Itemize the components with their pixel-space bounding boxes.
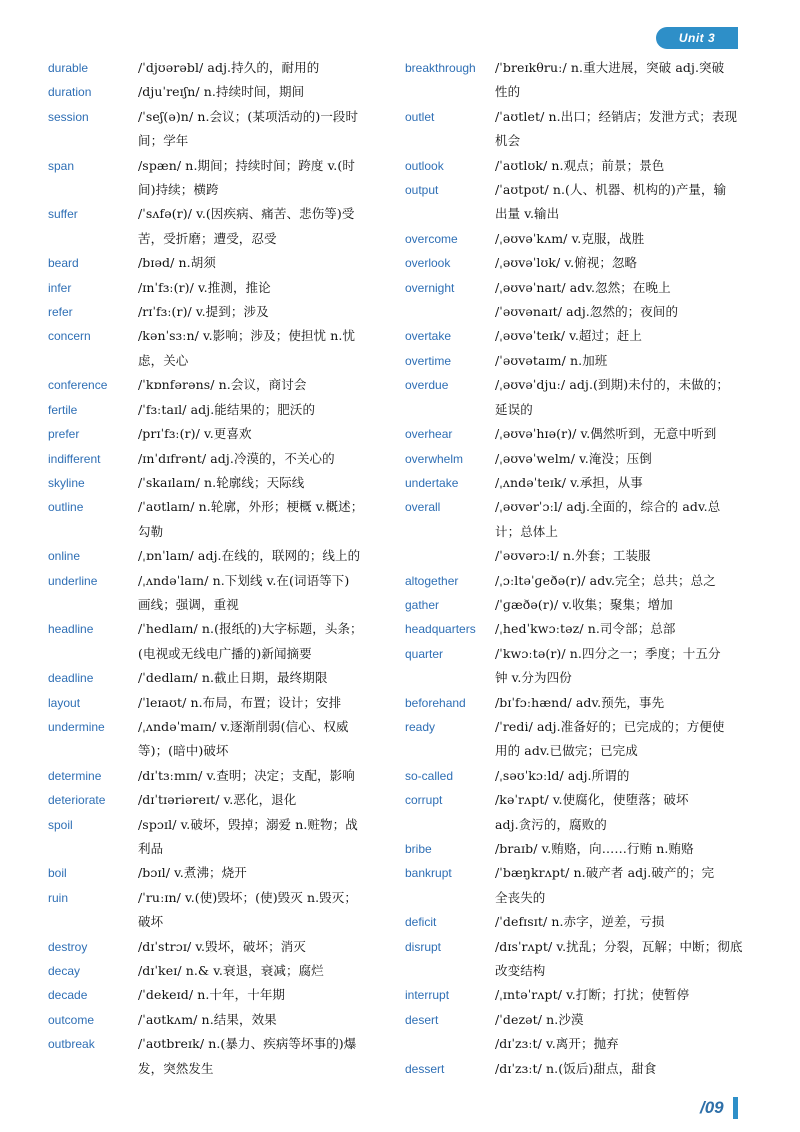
- vocab-word: breakthrough: [405, 61, 476, 75]
- vocab-entry: [405, 910, 747, 934]
- definition-line: 破坏: [138, 914, 164, 930]
- vocab-word: deadline: [48, 671, 94, 686]
- vocab-entry: [405, 1032, 747, 1056]
- definition-line: /dɪˈtɪəriəreɪt/ v.恶化，退化: [138, 792, 297, 808]
- vocab-definition: [138, 813, 388, 862]
- vocab-entry: [48, 764, 388, 788]
- vocab-entry: [405, 56, 747, 105]
- vocab-definition: [138, 764, 388, 788]
- vocab-definition: [138, 471, 388, 495]
- vocab-word: fertile: [48, 402, 78, 417]
- definition-line: 勾勒: [138, 523, 164, 539]
- vocab-word: beard: [48, 256, 79, 271]
- vocab-definition: [138, 666, 388, 690]
- vocab-definition: [138, 569, 388, 618]
- vocab-entry: [48, 715, 388, 764]
- definition-line: /bɔɪl/ v.煮沸；烧开: [138, 865, 247, 881]
- definition-line: /ˈsʌfə(r)/ v.(因疾病、痛苦、悲伤等)受: [138, 206, 355, 222]
- vocab-definition: [138, 105, 388, 154]
- definition-line: /ˌʌndəˈmaɪn/ v.逐渐削弱(信心、权威: [138, 718, 349, 734]
- vocab-entry: [405, 691, 747, 715]
- vocab-definition: [138, 617, 388, 666]
- definition-line: /ˈkɒnfərəns/ n.会议，商讨会: [138, 377, 307, 393]
- vocab-entry: [48, 788, 388, 812]
- vocab-definition: [138, 691, 388, 715]
- vocab-definition: [138, 276, 388, 300]
- right-column: [405, 56, 747, 1081]
- vocab-entry: [405, 1057, 747, 1081]
- vocab-word: outlet: [405, 109, 435, 124]
- vocab-word: overtake: [405, 329, 452, 344]
- vocab-word: overnight: [405, 280, 455, 295]
- vocab-entry: [405, 105, 747, 154]
- definition-line: /dɪsˈrʌpt/ v.扰乱；分裂，瓦解；中断；彻底: [495, 938, 743, 954]
- definition-line: /ˌəʊvəˈwelm/ v.淹没；压倒: [495, 450, 652, 466]
- vocab-word: quarter: [405, 646, 444, 661]
- definition-line: /ˈruːɪn/ v.(使)毁坏；(使)毁灭 n.毁灭；: [138, 889, 357, 905]
- vocab-definition: [138, 983, 388, 1007]
- definition-line: /ˈleɪaʊt/ n.布局，布置；设计；安排: [138, 694, 342, 710]
- definition-line: 发，突然发生: [138, 1060, 214, 1076]
- vocab-word: decade: [48, 988, 88, 1003]
- definition-line: /dɪˈzɜːt/ v.离开；抛弃: [495, 1036, 619, 1052]
- vocab-entry: [48, 983, 388, 1007]
- vocab-word: concern: [48, 329, 91, 344]
- vocab-definition: [138, 202, 388, 251]
- definition-line: 出量 v.输出: [495, 206, 560, 222]
- definition-line: /rɪˈfɜː(r)/ v.提到；涉及: [138, 304, 269, 320]
- vocab-entry: [48, 666, 388, 690]
- definition-line: /ˌəʊvərˈɔːl/ adj.全面的，综合的 adv.总: [495, 499, 721, 515]
- vocab-word: undertake: [405, 475, 459, 490]
- definition-line: /ˈdekeɪd/ n.十年，十年期: [138, 987, 286, 1003]
- vocab-entry: [405, 544, 747, 568]
- definition-line: /ˈaʊtlʊk/ n.观点；前景；景色: [495, 157, 665, 173]
- vocab-entry: [405, 349, 747, 373]
- vocab-word: interrupt: [405, 988, 450, 1003]
- vocab-entry: [48, 80, 388, 104]
- vocab-entry: [48, 154, 388, 203]
- definition-line: /ˌəʊvəˈlʊk/ v.俯视；忽略: [495, 255, 638, 271]
- vocab-entry: [48, 202, 388, 251]
- definition-line: 虑，关心: [138, 352, 189, 368]
- vocab-entry: [48, 422, 388, 446]
- vocab-entry: [48, 276, 388, 300]
- vocab-entry: [48, 495, 388, 544]
- definition-line: /ˌəʊvəˈteɪk/ v.超过；赶上: [495, 328, 642, 344]
- vocab-word: bribe: [405, 842, 432, 856]
- definition-line: 苦，受折磨；遭受，忍受: [138, 230, 277, 246]
- vocab-word: durable: [48, 61, 89, 75]
- vocab-definition: [138, 80, 388, 104]
- vocab-definition: [138, 495, 388, 544]
- definition-line: /ˈkwɔːtə(r)/ n.四分之一；季度；十五分: [495, 645, 721, 661]
- vocab-word: destroy: [48, 939, 88, 954]
- vocab-entry: [405, 593, 747, 617]
- vocab-definition: [138, 715, 388, 764]
- vocab-definition: [495, 495, 747, 544]
- definition-line: /ˈredi/ adj.准备好的；已完成的；方便使: [495, 718, 725, 734]
- vocab-word: underline: [48, 573, 98, 588]
- definition-line: /ˈaʊtkʌm/ n.结果，效果: [138, 1011, 277, 1027]
- left-column: [48, 56, 388, 1081]
- vocab-definition: [495, 56, 747, 105]
- definition-line: /dɪˈzɜːt/ n.(饭后)甜点，甜食: [495, 1060, 657, 1076]
- vocab-definition: [495, 617, 747, 641]
- vocab-word: boil: [48, 866, 67, 881]
- vocab-word: outbreak: [48, 1037, 95, 1052]
- definition-line: /ˌɔːltəˈɡeðə(r)/ adv.完全；总共；总之: [495, 572, 716, 588]
- definition-line: 延误的: [495, 401, 533, 417]
- definition-line: /ˈbæŋkrʌpt/ n.破产者 adj.破产的；完: [495, 865, 715, 881]
- vocab-definition: [138, 788, 388, 812]
- definition-line: 画线；强调，重视: [138, 596, 239, 612]
- definition-line: 机会: [495, 133, 521, 149]
- vocab-word: gather: [405, 597, 440, 612]
- vocab-word: disrupt: [405, 939, 442, 954]
- definition-line: 间；学年: [138, 133, 189, 149]
- vocab-entry: [405, 178, 747, 227]
- vocab-entry: [48, 471, 388, 495]
- vocab-word: skyline: [48, 475, 85, 490]
- definition-line: /ˈhedlaɪn/ n.(报纸的)大字标题，头条；: [138, 621, 363, 637]
- definition-line: /dɪˈtɜːmɪn/ v.查明；决定；支配，影响: [138, 767, 355, 783]
- vocab-word: dessert: [405, 1061, 445, 1076]
- vocab-entry: [405, 373, 747, 422]
- definition-line: /djuˈreɪʃn/ n.持续时间，期间: [138, 84, 305, 100]
- definition-line: adj.贪污的，腐败的: [495, 816, 607, 832]
- definition-line: /ˈskaɪlaɪn/ n.轮廓线；天际线: [138, 474, 305, 490]
- vocab-definition: [495, 861, 747, 910]
- vocab-word: output: [405, 183, 439, 198]
- vocab-word: suffer: [48, 207, 78, 222]
- vocab-entry: [48, 569, 388, 618]
- definition-line: /ˈdedlaɪn/ n.截止日期，最终期限: [138, 670, 328, 686]
- vocab-definition: [495, 715, 747, 764]
- vocab-entry: [405, 495, 747, 544]
- vocab-word: ready: [405, 719, 436, 734]
- vocab-word: overwhelm: [405, 451, 464, 466]
- vocab-entry: [48, 861, 388, 885]
- vocab-word: overlook: [405, 256, 451, 271]
- vocab-definition: [495, 1057, 747, 1081]
- definition-line: 性的: [495, 84, 521, 100]
- vocab-word: infer: [48, 280, 72, 295]
- vocab-definition: [495, 422, 747, 446]
- definition-line: 改变结构: [495, 963, 546, 979]
- vocab-entry: [405, 300, 747, 324]
- vocab-entry: [48, 617, 388, 666]
- vocab-entry: [405, 617, 747, 641]
- definition-line: /ˌɪntəˈrʌpt/ v.打断；打扰；使暂停: [495, 987, 690, 1003]
- vocab-entry: [48, 959, 388, 983]
- definition-line: /ˈdefɪsɪt/ n.赤字，逆差，亏损: [495, 914, 665, 930]
- definition-line: /ˈəʊvənaɪt/ adj.忽然的；夜间的: [495, 304, 679, 320]
- vocab-definition: [495, 642, 747, 691]
- vocab-entry: [48, 813, 388, 862]
- vocab-definition: [495, 935, 747, 984]
- definition-line: /ˈəʊvərɔːl/ n.外套；工装服: [495, 548, 651, 564]
- vocab-entry: [405, 715, 747, 764]
- vocab-entry: [405, 788, 747, 837]
- definition-line: /ˌɒnˈlaɪn/ adj.在线的，联网的；线上的: [138, 548, 361, 564]
- vocab-entry: [405, 837, 747, 861]
- vocab-word: beforehand: [405, 695, 466, 710]
- vocab-word: undermine: [48, 719, 105, 734]
- vocab-definition: [495, 983, 747, 1007]
- vocab-definition: [138, 1032, 388, 1081]
- vocab-word: duration: [48, 85, 92, 100]
- vocab-definition: [495, 276, 747, 300]
- vocab-word: session: [48, 109, 89, 124]
- definition-line: /ˈdezət/ n.沙漠: [495, 1011, 584, 1027]
- definition-line: /prɪˈfɜː(r)/ v.更喜欢: [138, 426, 252, 442]
- vocab-entry: [48, 886, 388, 935]
- vocab-word: deficit: [405, 915, 437, 930]
- vocab-definition: [138, 300, 388, 324]
- vocab-definition: [495, 593, 747, 617]
- vocab-definition: [138, 422, 388, 446]
- vocab-entry: [405, 1008, 747, 1032]
- definition-line: /ˌəʊvəˈnaɪt/ adv.忽然；在晚上: [495, 279, 671, 295]
- definition-line: /ˌəʊvəˈhɪə(r)/ v.偶然听到，无意中听到: [495, 426, 717, 442]
- vocab-word: overtime: [405, 353, 452, 368]
- page-number: /09: [700, 1098, 724, 1117]
- definition-line: /dɪˈkeɪ/ n.& v.衰退，衰减；腐烂: [138, 963, 324, 979]
- vocab-word: outline: [48, 500, 84, 515]
- vocab-entry: [48, 544, 388, 568]
- vocab-definition: [138, 56, 388, 80]
- vocab-word: determine: [48, 768, 102, 783]
- vocab-definition: [495, 910, 747, 934]
- definition-line: /ˈbreɪkθruː/ n.重大进展，突破 adj.突破: [495, 60, 725, 75]
- vocab-entry: [405, 251, 747, 275]
- definition-line: /kənˈsɜːn/ v.影响；涉及；使担忧 n.忧: [138, 328, 356, 344]
- vocab-definition: [138, 861, 388, 885]
- vocab-word: desert: [405, 1012, 439, 1027]
- vocab-definition: [495, 471, 747, 495]
- vocab-definition: [495, 837, 747, 861]
- definition-line: /braɪb/ v.贿赂，向……行贿 n.贿赂: [495, 841, 694, 856]
- definition-line: /ˈɡæðə(r)/ v.收集；聚集；增加: [495, 596, 673, 612]
- vocab-definition: [495, 569, 747, 593]
- definition-line: 钟 v.分为四份: [495, 670, 572, 686]
- vocab-entry: [48, 1008, 388, 1032]
- vocab-entry: [405, 642, 747, 691]
- vocab-word: outlook: [405, 158, 444, 173]
- vocab-word: prefer: [48, 427, 80, 442]
- definition-line: /ˌʌndəˈlaɪn/ n.下划线 v.在(词语等下): [138, 572, 350, 588]
- vocab-word: corrupt: [405, 793, 443, 808]
- vocab-word: span: [48, 158, 75, 173]
- vocab-word: deteriorate: [48, 793, 106, 808]
- vocab-word: indifferent: [48, 451, 101, 466]
- vocab-definition: [138, 959, 388, 983]
- definition-line: /bɪəd/ n.胡须: [138, 255, 216, 271]
- definition-line: /ˈaʊtlaɪn/ n.轮廓，外形；梗概 v.概述；: [138, 499, 364, 515]
- definition-line: /ˌhedˈkwɔːtəz/ n.司令部；总部: [495, 621, 676, 637]
- definition-line: /ˈseʃ(ə)n/ n.会议；(某项活动的)一段时: [138, 108, 359, 124]
- definition-line: /ˈdjʊərəbl/ adj.持久的，耐用的: [138, 60, 320, 75]
- vocab-word: outcome: [48, 1012, 95, 1027]
- vocab-entry: [405, 935, 747, 984]
- vocab-entry: [405, 154, 747, 178]
- page-number-bar: [733, 1097, 738, 1119]
- definition-line: /ɪnˈdɪfrənt/ adj.冷漠的，不关心的: [138, 450, 335, 466]
- vocab-definition: [495, 349, 747, 373]
- vocab-definition: [495, 1032, 747, 1056]
- vocab-word: so-called: [405, 768, 454, 783]
- vocab-definition: [138, 154, 388, 203]
- definition-line: 计；总体上: [495, 523, 559, 539]
- vocab-definition: [138, 935, 388, 959]
- definition-line: 间)持续；横跨: [138, 182, 219, 198]
- vocab-definition: [495, 764, 747, 788]
- vocab-definition: [495, 154, 747, 178]
- vocab-definition: [495, 1008, 747, 1032]
- vocab-word: decay: [48, 964, 81, 979]
- vocab-entry: [48, 398, 388, 422]
- definition-line: /ˈaʊtlet/ n.出口；经销店；发泄方式；表现: [495, 108, 738, 124]
- vocab-word: ruin: [48, 890, 69, 905]
- definition-line: /ˌsəʊˈkɔːld/ adj.所谓的: [495, 767, 630, 783]
- vocab-entry: [48, 251, 388, 275]
- vocab-definition: [495, 300, 747, 324]
- vocab-definition: [495, 227, 747, 251]
- vocab-entry: [48, 105, 388, 154]
- definition-line: 利品: [138, 841, 164, 856]
- vocab-definition: [495, 544, 747, 568]
- vocab-word: online: [48, 549, 81, 564]
- vocab-entry: [405, 861, 747, 910]
- vocab-entry: [405, 569, 747, 593]
- vocab-entry: [48, 447, 388, 471]
- definition-line: /spɔɪl/ v.破坏，毁掉；溺爱 n.赃物；战: [138, 816, 358, 832]
- vocab-word: bankrupt: [405, 866, 452, 881]
- vocab-definition: [138, 398, 388, 422]
- definition-line: /bɪˈfɔːhænd/ adv.预先，事先: [495, 694, 665, 710]
- vocab-word: overdue: [405, 378, 449, 393]
- definition-line: 用的 adv.已做完；已完成: [495, 743, 638, 759]
- vocab-definition: [495, 105, 747, 154]
- vocab-word: spoil: [48, 817, 73, 832]
- vocab-definition: [495, 447, 747, 471]
- definition-line: /ɪnˈfɜː(r)/ v.推测，推论: [138, 279, 271, 295]
- vocab-word: headline: [48, 622, 94, 637]
- definition-line: /ˈaʊtpʊt/ n.(人、机器、机构的)产量，输: [495, 182, 727, 198]
- vocab-definition: [495, 251, 747, 275]
- vocab-definition: [138, 251, 388, 275]
- vocab-entry: [48, 373, 388, 397]
- vocab-entry: [405, 227, 747, 251]
- vocab-entry: [405, 324, 747, 348]
- definition-line: /dɪˈstrɔɪ/ v.毁坏，破坏；消灭: [138, 938, 306, 954]
- vocab-definition: [138, 544, 388, 568]
- vocab-entry: [405, 422, 747, 446]
- definition-line: /spæn/ n.期间；持续时间；跨度 v.(时: [138, 157, 355, 173]
- definition-line: /ˌəʊvəˈkʌm/ v.克服，战胜: [495, 230, 645, 246]
- vocab-definition: [495, 788, 747, 837]
- vocab-definition: [495, 373, 747, 422]
- vocab-word: altogether: [405, 573, 459, 588]
- definition-line: (电视或无线电广播的)新闻摘要: [138, 645, 312, 661]
- vocab-entry: [405, 447, 747, 471]
- vocab-definition: [495, 324, 747, 348]
- vocab-definition: [138, 886, 388, 935]
- vocab-definition: [138, 324, 388, 373]
- vocab-entry: [405, 764, 747, 788]
- definition-line: /ˈfɜːtaɪl/ adj.能结果的；肥沃的: [138, 401, 316, 417]
- vocab-entry: [48, 1032, 388, 1081]
- vocab-entry: [48, 935, 388, 959]
- definition-line: /kəˈrʌpt/ v.使腐化，使堕落；破坏: [495, 792, 689, 808]
- vocab-word: overhear: [405, 427, 453, 442]
- definition-line: /ˈəʊvətaɪm/ n.加班: [495, 352, 608, 368]
- vocab-word: layout: [48, 695, 81, 710]
- definition-line: 全丧失的: [495, 889, 546, 905]
- unit-tab: Unit 3: [656, 27, 738, 49]
- vocab-definition: [138, 1008, 388, 1032]
- vocab-definition: [495, 178, 747, 227]
- vocab-entry: [48, 300, 388, 324]
- vocab-word: overall: [405, 500, 441, 515]
- vocab-entry: [48, 691, 388, 715]
- definition-line: /ˌʌndəˈteɪk/ v.承担，从事: [495, 474, 643, 490]
- vocab-definition: [495, 691, 747, 715]
- vocab-word: overcome: [405, 231, 458, 246]
- definition-line: /ˌəʊvəˈdjuː/ adj.(到期)未付的，未做的；: [495, 377, 729, 393]
- definition-line: 等)；(暗中)破坏: [138, 743, 229, 759]
- vocab-entry: [405, 983, 747, 1007]
- definition-line: /ˈaʊtbreɪk/ n.(暴力、疾病等坏事的)爆: [138, 1036, 357, 1052]
- vocab-entry: [405, 471, 747, 495]
- vocab-word: headquarters: [405, 622, 476, 637]
- vocab-entry: [48, 56, 388, 80]
- vocab-entry: [405, 276, 747, 300]
- vocab-word: refer: [48, 305, 73, 320]
- vocab-definition: [138, 447, 388, 471]
- vocab-entry: [48, 324, 388, 373]
- vocab-definition: [138, 373, 388, 397]
- vocab-word: conference: [48, 378, 108, 393]
